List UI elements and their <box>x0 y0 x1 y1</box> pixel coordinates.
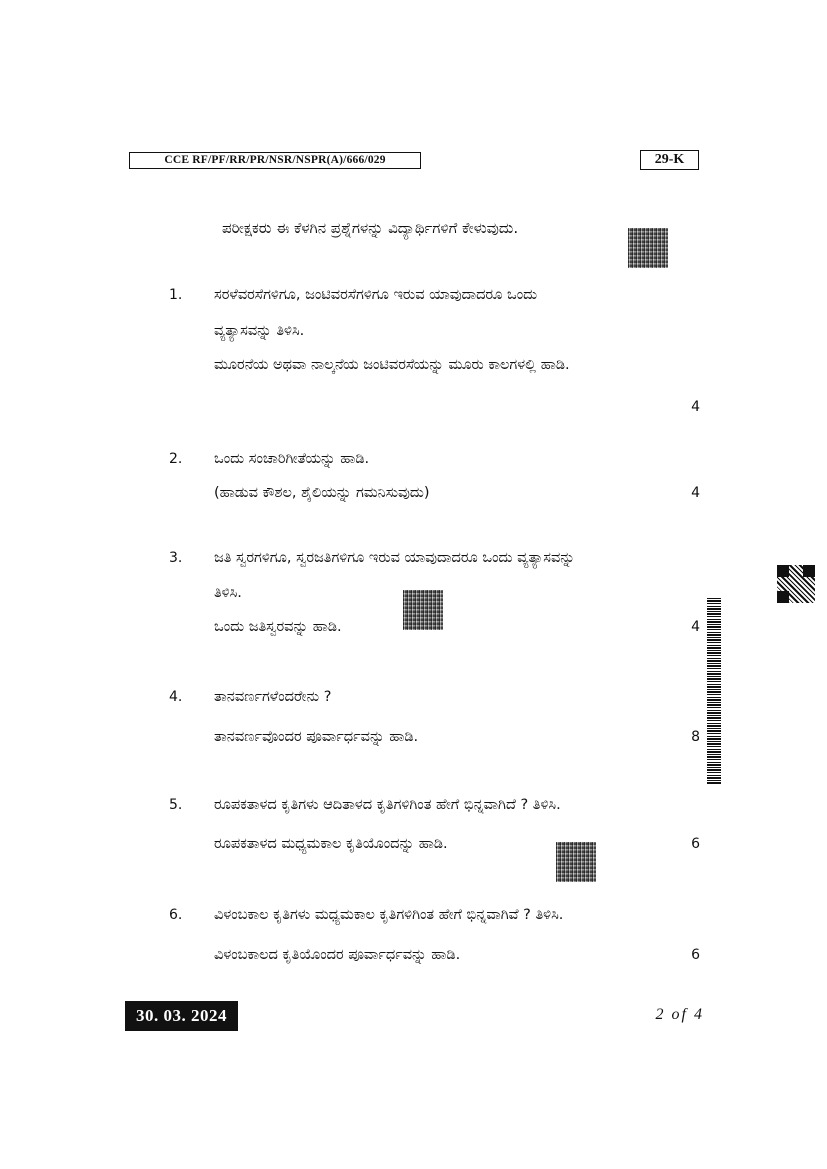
question-marks: 4 <box>691 619 700 635</box>
question-line: ತಾನವರ್ಣಗಳೆಂದರೇನು ? <box>214 689 332 705</box>
question-marks: 6 <box>691 836 700 852</box>
question-line: ರೂಪಕತಾಳದ ಕೃತಿಗಳು ಆದಿತಾಳದ ಕೃತಿಗಳಿಗಿಂತ ಹೇಗೆ ಭಿನ್ನವಾಗಿದೆ ? ತಿಳಿಸಿ. <box>214 797 561 813</box>
question-line: ಸರಳೆವರಸೆಗಳಿಗೂ, ಜಂಟಿವರಸೆಗಳಿಗೂ ಇರುವ ಯಾವುದಾದರೂ ಒಂದು <box>214 287 538 303</box>
qr-code-icon <box>777 565 815 603</box>
question-number: 4. <box>169 689 183 705</box>
question-number: 2. <box>169 451 183 467</box>
noise-qr-icon <box>556 842 596 882</box>
question-line: ತಾನವರ್ಣವೊಂದರ ಪೂರ್ವಾರ್ಧವನ್ನು ಹಾಡಿ. <box>214 729 419 745</box>
noise-qr-icon <box>403 590 443 630</box>
question-line: ಒಂದು ಸಂಚಾರಿಗೀತೆಯನ್ನು ಹಾಡಿ. <box>214 451 370 467</box>
noise-qr-icon <box>628 228 668 268</box>
question-number: 3. <box>169 550 183 566</box>
question-marks: 6 <box>691 947 700 963</box>
question-line: ತಿಳಿಸಿ. <box>214 585 242 601</box>
question-line: ವಿಳಂಬಕಾಲದ ಕೃತಿಯೊಂದರ ಪೂರ್ವಾರ್ಧವನ್ನು ಹಾಡಿ. <box>214 947 461 963</box>
question-marks: 4 <box>691 399 700 415</box>
question-line: ವಿಳಂಬಕಾಲ ಕೃತಿಗಳು ಮಧ್ಯಮಕಾಲ ಕೃತಿಗಳಿಗಿಂತ ಹೇಗೆ ಭಿನ್ನವಾಗಿವೆ ? ತಿಳಿಸಿ. <box>214 907 564 923</box>
barcode-icon <box>707 598 721 784</box>
question-marks: 4 <box>691 485 700 501</box>
question-number: 5. <box>169 797 183 813</box>
examiner-instruction: ಪರೀಕ್ಷಕರು ಈ ಕೆಳಗಿನ ಪ್ರಶ್ನೆಗಳನ್ನು ವಿದ್ಯಾರ್ಥಿಗಳಿಗೆ ಕೇಳುವುದು. <box>222 219 519 237</box>
question-line: ಜತಿ ಸ್ವರಗಳಿಗೂ, ಸ್ವರಜತಿಗಳಿಗೂ ಇರುವ ಯಾವುದಾದರೂ ಒಂದು ವ್ಯತ್ಯಾಸವನ್ನು <box>214 550 575 566</box>
exam-date: 30. 03. 2024 <box>125 1001 238 1031</box>
question-line: ಮೂರನೆಯ ಅಥವಾ ನಾಲ್ಕನೆಯ ಜಂಟಿವರಸೆಯನ್ನು ಮೂರು ಕಾಲಗಳಲ್ಲಿ ಹಾಡಿ. <box>214 357 570 373</box>
paper-code: 29-K <box>640 150 699 170</box>
question-line: ರೂಪಕತಾಳದ ಮಧ್ಯಮಕಾಲ ಕೃತಿಯೊಂದನ್ನು ಹಾಡಿ. <box>214 836 448 852</box>
question-line: (ಹಾಡುವ ಕೌಶಲ, ಶೈಲಿಯನ್ನು ಗಮನಿಸುವುದು) <box>214 485 430 501</box>
page-number: 2 of 4 <box>655 1006 704 1023</box>
question-line: ವ್ಯತ್ಯಾಸವನ್ನು ತಿಳಿಸಿ. <box>214 323 305 339</box>
exam-code: CCE RF/PF/RR/PR/NSR/NSPR(A)/666/029 <box>129 152 421 169</box>
question-number: 6. <box>169 907 183 923</box>
question-line: ಒಂದು ಜತಿಸ್ವರವನ್ನು ಹಾಡಿ. <box>214 619 342 635</box>
question-number: 1. <box>169 287 183 303</box>
question-marks: 8 <box>691 729 700 745</box>
